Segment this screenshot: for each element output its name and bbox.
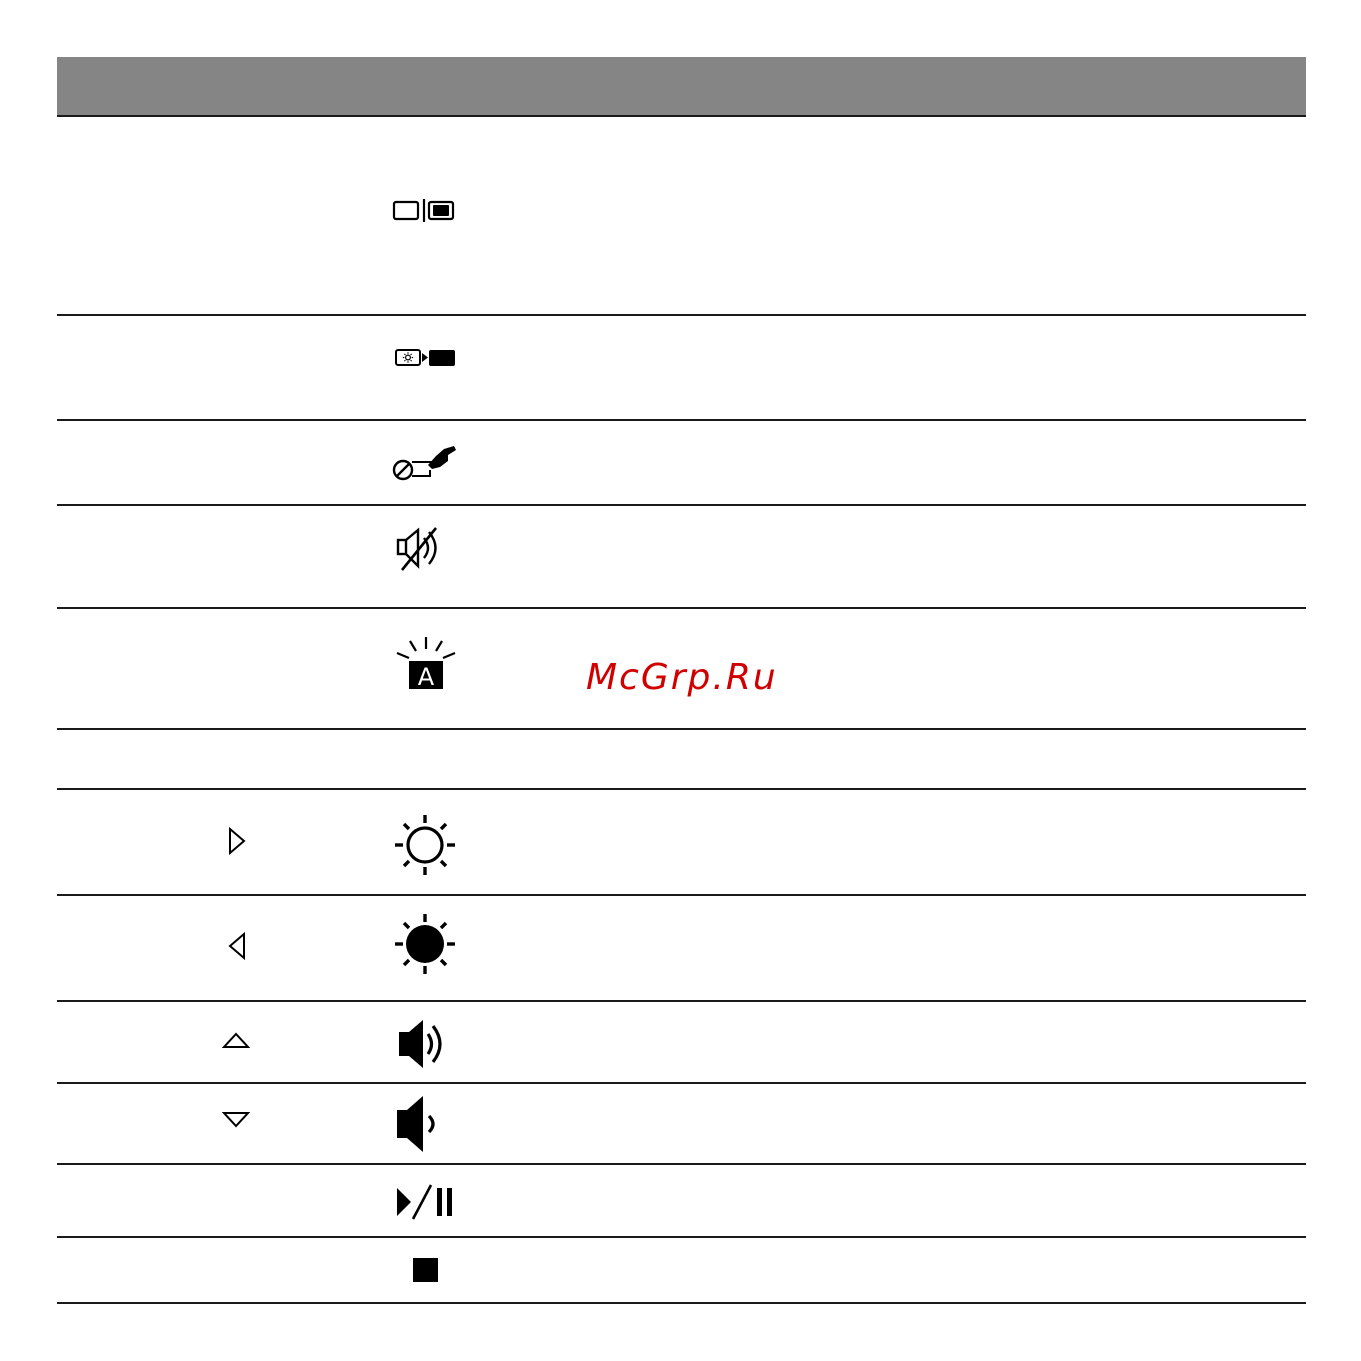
table-row-touchpad-toggle bbox=[57, 421, 1306, 506]
key-cell bbox=[57, 1238, 417, 1302]
icon-cell bbox=[387, 1238, 467, 1302]
key-cell bbox=[57, 730, 417, 788]
table-row-display-toggle bbox=[57, 117, 1306, 316]
screen-off-icon bbox=[394, 348, 458, 368]
icon-cell bbox=[387, 1002, 467, 1082]
volume-down-icon bbox=[395, 1094, 451, 1154]
key-cell bbox=[57, 421, 417, 504]
table-row-volume-up bbox=[57, 1002, 1306, 1084]
key-cell bbox=[57, 316, 417, 419]
key-letter: A bbox=[417, 663, 435, 691]
table-header bbox=[57, 57, 1306, 117]
key-cell bbox=[57, 1084, 417, 1163]
key-cell bbox=[57, 790, 417, 894]
icon-cell bbox=[387, 609, 467, 728]
display-toggle-icon bbox=[392, 198, 456, 222]
description-cell bbox=[477, 1002, 1306, 1082]
description-cell bbox=[477, 896, 1306, 1000]
key-cell bbox=[57, 896, 417, 1000]
arrow-down-icon bbox=[222, 1110, 250, 1130]
icon-cell bbox=[387, 506, 467, 607]
brightness-down-icon bbox=[393, 912, 457, 976]
arrow-left-icon bbox=[227, 932, 247, 960]
description-cell bbox=[477, 117, 1306, 314]
description-cell bbox=[477, 790, 1306, 894]
table-row-brightness-down bbox=[57, 896, 1306, 1002]
table-row-empty bbox=[57, 730, 1306, 790]
key-cell bbox=[57, 506, 417, 607]
description-cell bbox=[477, 1084, 1306, 1163]
watermark: McGrp.Ru bbox=[586, 657, 778, 698]
arrow-right-icon bbox=[227, 827, 247, 855]
keyboard-backlight-icon bbox=[394, 633, 458, 693]
icon-cell bbox=[387, 1165, 467, 1236]
description-cell bbox=[477, 506, 1306, 607]
volume-up-icon bbox=[397, 1018, 453, 1070]
stop-icon bbox=[412, 1257, 440, 1285]
key-cell bbox=[57, 1165, 417, 1236]
description-cell bbox=[477, 421, 1306, 504]
description-cell bbox=[477, 730, 1306, 788]
play-pause-icon bbox=[395, 1182, 459, 1222]
touchpad-toggle-icon bbox=[392, 443, 458, 483]
icon-cell bbox=[387, 790, 467, 894]
icon-cell bbox=[387, 896, 467, 1000]
icon-cell bbox=[387, 316, 467, 419]
arrow-up-icon bbox=[222, 1031, 250, 1051]
description-cell bbox=[477, 1165, 1306, 1236]
table-row-play-pause bbox=[57, 1165, 1306, 1238]
table-row-stop bbox=[57, 1238, 1306, 1304]
brightness-up-icon bbox=[393, 813, 457, 877]
icon-cell bbox=[387, 117, 467, 314]
table-row-screen-off bbox=[57, 316, 1306, 421]
table-row-speaker-toggle bbox=[57, 506, 1306, 609]
icon-cell bbox=[387, 1084, 467, 1163]
speaker-off-icon bbox=[396, 526, 452, 574]
description-cell bbox=[477, 316, 1306, 419]
key-cell bbox=[57, 609, 417, 728]
key-cell bbox=[57, 117, 417, 314]
key-cell bbox=[57, 1002, 417, 1082]
icon-cell bbox=[387, 421, 467, 504]
table-row-volume-down bbox=[57, 1084, 1306, 1165]
table-row-brightness-up bbox=[57, 790, 1306, 896]
description-cell bbox=[477, 1238, 1306, 1302]
